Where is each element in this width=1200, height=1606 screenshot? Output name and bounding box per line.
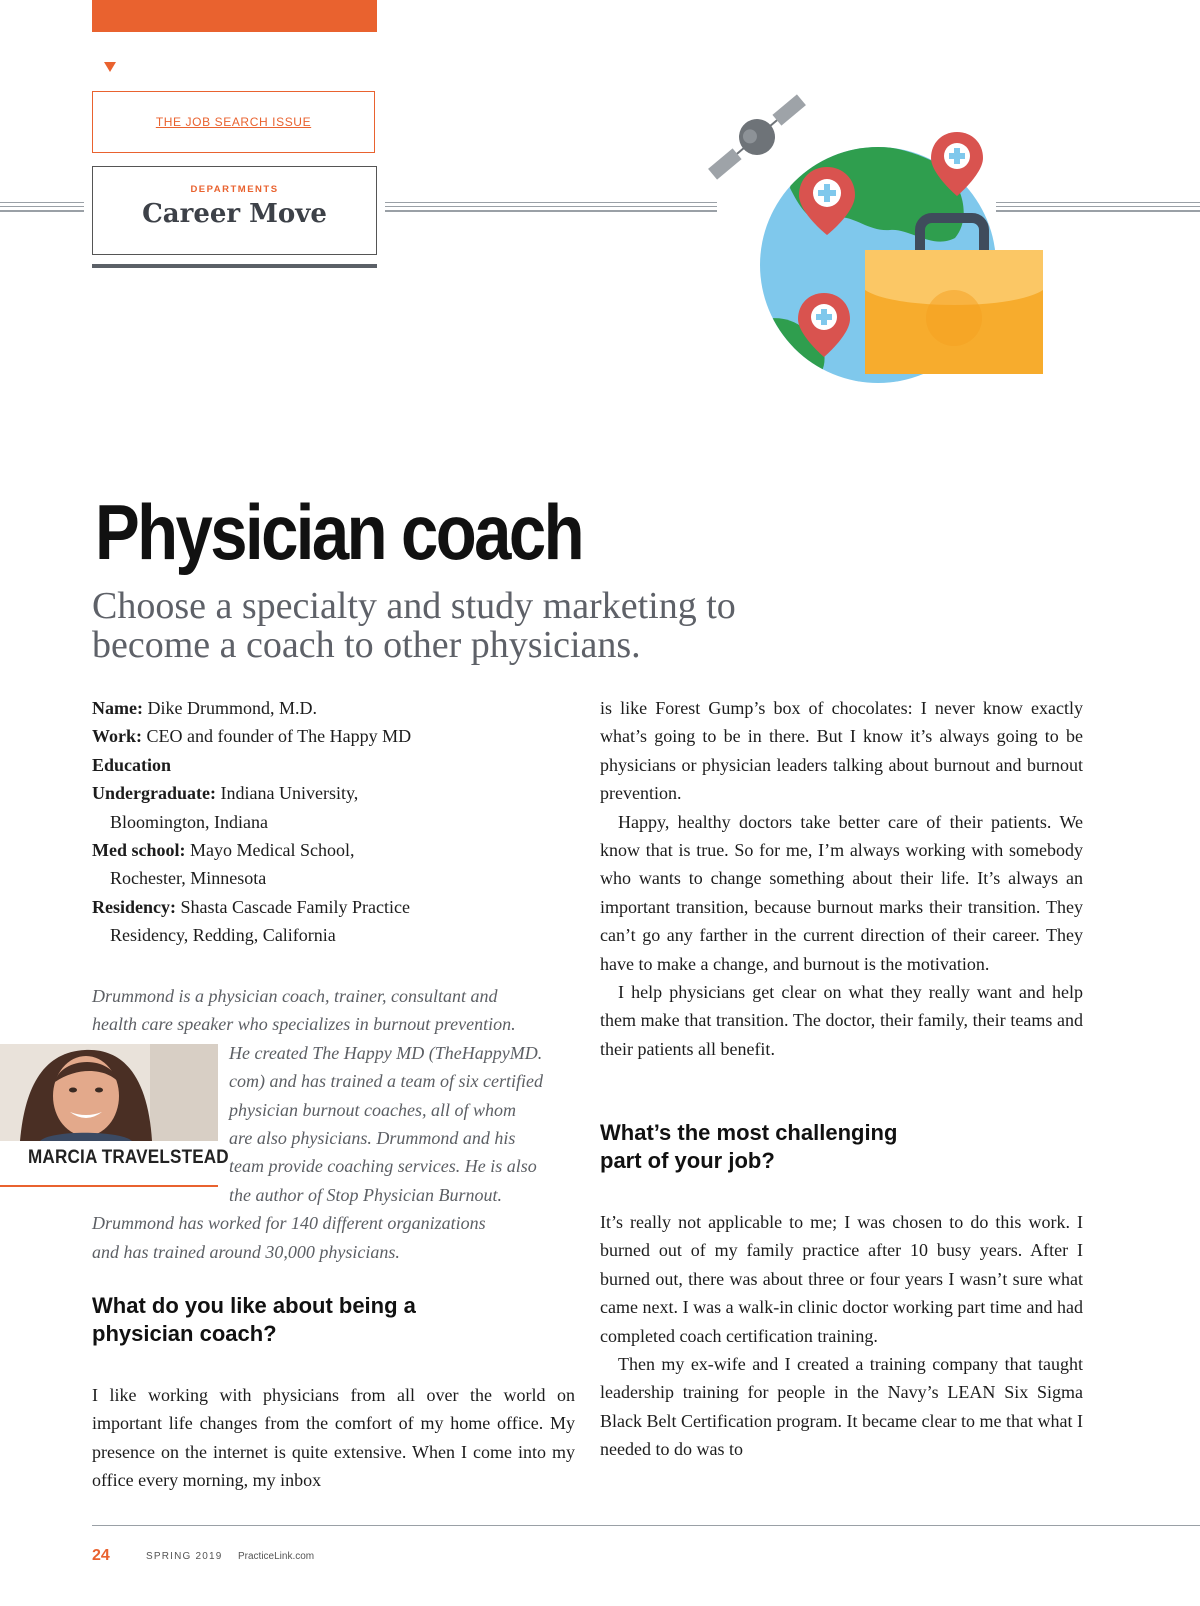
answer-text bbox=[600, 1208, 1083, 1464]
profile-label: Residency: bbox=[92, 896, 176, 917]
profile-line bbox=[92, 893, 575, 921]
article-title: Physician coach bbox=[95, 488, 583, 576]
bio-line: health care speaker who specializes in burnout prevention. bbox=[92, 1014, 516, 1035]
profile-line bbox=[92, 808, 575, 836]
paragraph: I help physicians get clear on what they really want and help them make that transition. The doctor, their family, their teams and their patients all benefit. bbox=[600, 982, 1083, 1059]
department-box bbox=[92, 166, 377, 255]
profile-value: Dike Drummond, M.D. bbox=[142, 698, 317, 718]
issue-label[interactable]: THE JOB SEARCH ISSUE bbox=[155, 115, 312, 129]
profile-line bbox=[92, 722, 575, 750]
profile-block bbox=[92, 694, 575, 950]
profile-value: Indiana University, bbox=[216, 783, 359, 804]
department-label: DEPARTMENTS bbox=[190, 184, 279, 195]
profile-value: CEO and founder of The Happy MD bbox=[142, 726, 412, 747]
article-subtitle: Choose a specialty and study marketing to become a coach to other physicians. bbox=[92, 585, 736, 666]
issue-label-box bbox=[92, 91, 375, 153]
photo-credit: MARCIA TRAVELSTEAD bbox=[28, 1147, 229, 1168]
profile-line bbox=[92, 751, 575, 779]
profile-value: Rochester, Minnesota bbox=[110, 868, 267, 889]
right-column-text bbox=[600, 694, 1083, 1063]
profile-label: Undergraduate: bbox=[92, 783, 216, 804]
bio-line: Drummond is a physician coach, trainer, consultant and bbox=[92, 986, 498, 1006]
photo-credit-rule bbox=[0, 1185, 218, 1187]
triangle-marker-icon bbox=[104, 62, 116, 72]
rule-left bbox=[0, 202, 84, 212]
rule-middle bbox=[385, 202, 717, 212]
department-underline bbox=[92, 264, 377, 268]
question-heading: What do you like about being a physician coach? bbox=[92, 1293, 416, 1346]
site-link[interactable]: PracticeLink.com bbox=[238, 1551, 315, 1562]
profile-value: Residency, Redding, California bbox=[110, 925, 336, 946]
top-accent-bar bbox=[92, 0, 377, 32]
bio-line: He created The Happy MD (TheHappyMD. bbox=[229, 1042, 543, 1063]
profile-line bbox=[92, 836, 575, 864]
answer-text bbox=[92, 1381, 575, 1495]
issue-date: SPRING 2019 bbox=[146, 1551, 223, 1562]
paragraph: I like working with physicians from all over the world on important life changes from the comfort of my home office. My presence on the internet is quite extensive. When I come into my office every morning, my inbox bbox=[92, 1385, 575, 1491]
department-title: Career Move bbox=[142, 199, 327, 229]
question-heading: What’s the most challenging part of your job? bbox=[600, 1120, 898, 1173]
paragraph: It’s really not applicable to me; I was chosen to do this work. I burned out of my family practice after 10 busy years. After I burned out, there was about three or four years I wasn’t sure what came next. I was a walk-in clinic doctor working part time and had completed coach certification training. bbox=[600, 1212, 1083, 1346]
portrait-photo bbox=[0, 1044, 218, 1141]
bio-line: the author of Stop Physician Burnout. bbox=[229, 1184, 502, 1205]
bio-line: team provide coaching services. He is also bbox=[229, 1156, 537, 1177]
bio-line: are also physicians. Drummond and his bbox=[229, 1128, 516, 1149]
profile-line bbox=[92, 921, 575, 949]
profile-label: Education bbox=[92, 754, 172, 775]
paragraph: Happy, healthy doctors take better care of their patients. We know that is true. So for me, I’m always working with somebody who wants to change something about their life. It’s always an important transition, because burnout marks their transition. They can’t go any farther in the current direction of their career. They have to make a change, and burnout is the motivation. bbox=[600, 811, 1083, 974]
bio-line: com) and has trained a team of six certified bbox=[229, 1071, 543, 1092]
portrait-image bbox=[0, 1044, 218, 1141]
profile-value: Bloomington, Indiana bbox=[110, 811, 268, 832]
paragraph: Then my ex-wife and I created a training company that taught leadership training for people in the Navy’s LEAN Six Sigma Black Belt Certification program. It became clear to me that what I needed to do was to bbox=[600, 1354, 1083, 1460]
bio-line: physician burnout coaches, all of whom bbox=[229, 1099, 516, 1120]
profile-label: Name: bbox=[92, 698, 143, 718]
footer-rule bbox=[92, 1525, 1200, 1526]
bio-line: and has trained around 30,000 physicians. bbox=[92, 1241, 400, 1262]
bio-line: Drummond has worked for 140 different organizations bbox=[92, 1213, 486, 1234]
profile-line bbox=[92, 694, 575, 722]
profile-line bbox=[92, 864, 575, 892]
satellite-icon bbox=[701, 86, 813, 188]
profile-line bbox=[92, 779, 575, 807]
profile-label: Work: bbox=[92, 726, 143, 747]
globe-briefcase-illustration bbox=[700, 80, 1050, 385]
page-number: 24 bbox=[92, 1547, 110, 1564]
profile-value: Shasta Cascade Family Practice bbox=[176, 896, 410, 917]
profile-label: Med school: bbox=[92, 840, 186, 861]
profile-value: Mayo Medical School, bbox=[185, 840, 355, 861]
paragraph: is like Forest Gump’s box of chocolates: I never know exactly what’s going to be in there. But I know it’s always going to be physicians or physician leaders talking about burnout and burnout prevention. bbox=[600, 698, 1083, 804]
